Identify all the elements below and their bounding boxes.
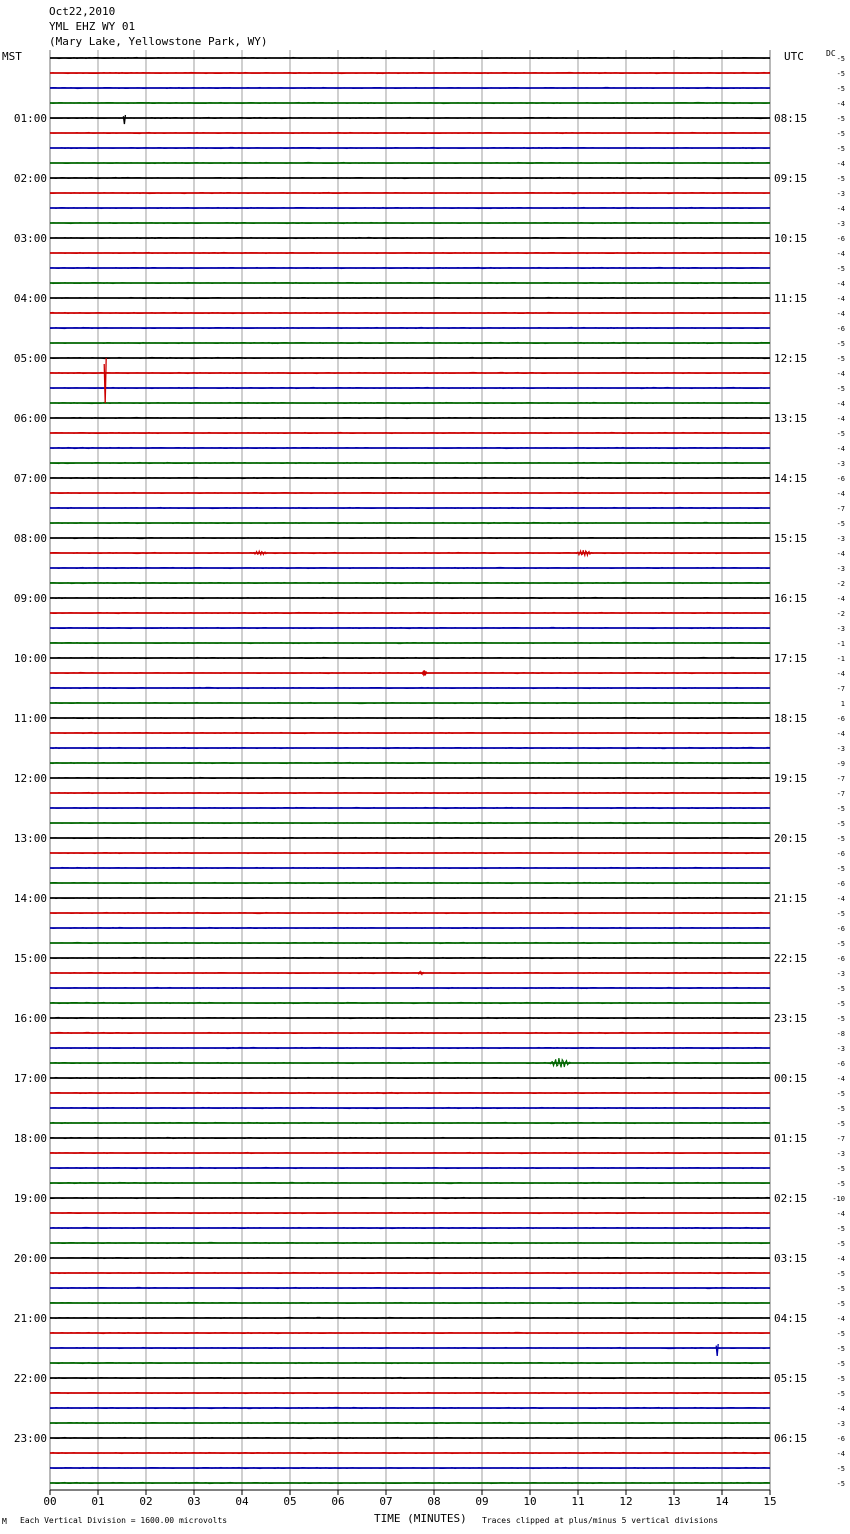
seismic-event: [716, 1344, 718, 1356]
x-tick-label: 10: [523, 1495, 537, 1508]
utc-hour-label: 23:15: [774, 1012, 808, 1025]
mst-hour-label: 19:00: [13, 1192, 47, 1205]
seismic-event: [422, 670, 427, 676]
station-location: (Mary Lake, Yellowstone Park, WY): [49, 35, 268, 48]
x-tick-label: 13: [667, 1495, 681, 1508]
dc-offset-label: -5: [836, 430, 845, 438]
mst-hour-label: 14:00: [13, 892, 47, 905]
dc-offset-label: -5: [836, 1225, 845, 1233]
dc-offset-label: -4: [836, 280, 845, 288]
dc-offset-label: -5: [836, 175, 845, 183]
dc-offset-label: -6: [836, 235, 845, 243]
utc-hour-label: 05:15: [774, 1372, 808, 1385]
dc-offset-label: -4: [836, 250, 845, 258]
x-tick-label: 04: [235, 1495, 249, 1508]
dc-offset-label: -3: [836, 1150, 845, 1158]
utc-hour-label: 04:15: [774, 1312, 808, 1325]
dc-offset-label: -5: [836, 1105, 845, 1113]
dc-offset-label: -5: [836, 355, 845, 363]
dc-offset-label: -4: [836, 310, 845, 318]
station-code: YML EHZ WY 01: [49, 20, 136, 33]
dc-offset-label: -3: [836, 1420, 845, 1428]
dc-offset-label: -6: [836, 925, 845, 933]
dc-offset-label: -5: [836, 265, 845, 273]
dc-offset-label: -7: [836, 1135, 845, 1143]
dc-offset-label: -5: [836, 55, 845, 63]
seismic-event: [417, 972, 424, 974]
dc-offset-label: -4: [836, 895, 845, 903]
utc-hour-label: 08:15: [774, 112, 808, 125]
dc-offset-label: -5: [836, 1015, 845, 1023]
dc-offset-label: -5: [836, 85, 845, 93]
mst-axis-label: MST: [2, 50, 22, 63]
dc-offset-label: -6: [836, 475, 845, 483]
dc-offset-label: -4: [836, 490, 845, 498]
dc-offset-label: -7: [836, 505, 845, 513]
mst-hour-label: 17:00: [13, 1072, 47, 1085]
utc-hour-label: 10:15: [774, 232, 808, 245]
dc-offset-label: -5: [836, 820, 845, 828]
dc-offset-label: -4: [836, 400, 845, 408]
dc-offset-label: -6: [836, 1435, 845, 1443]
mst-hour-label: 13:00: [13, 832, 47, 845]
utc-hour-label: 21:15: [774, 892, 808, 905]
dc-offset-label: -4: [836, 415, 845, 423]
dc-offset-label: -4: [836, 160, 845, 168]
mst-hour-label: 08:00: [13, 532, 47, 545]
x-tick-label: 05: [283, 1495, 297, 1508]
mst-hour-label: 06:00: [13, 412, 47, 425]
dc-offset-label: -5: [836, 1090, 845, 1098]
seismic-event: [549, 1058, 571, 1067]
x-tick-label: 00: [43, 1495, 57, 1508]
dc-offset-label: -5: [836, 385, 845, 393]
dc-offset-label: -5: [836, 940, 845, 948]
mst-hour-label: 12:00: [13, 772, 47, 785]
utc-hour-label: 17:15: [774, 652, 808, 665]
dc-offset-label: -5: [836, 520, 845, 528]
utc-hour-label: 20:15: [774, 832, 808, 845]
dc-offset-label: -4: [836, 1255, 845, 1263]
dc-offset-label: -4: [836, 730, 845, 738]
utc-hour-label: 09:15: [774, 172, 808, 185]
dc-offset-label: -3: [836, 565, 845, 573]
x-tick-label: 06: [331, 1495, 345, 1508]
utc-hour-label: 06:15: [774, 1432, 808, 1445]
utc-axis-label: UTC: [784, 50, 804, 63]
dc-offset-label: -5: [836, 1330, 845, 1338]
dc-offset-label: -6: [836, 850, 845, 858]
seismic-event: [123, 115, 125, 124]
dc-offset-label: -5: [836, 130, 845, 138]
dc-offset-label: -8: [836, 1030, 845, 1038]
dc-offset-label: -4: [836, 1210, 845, 1218]
dc-offset-label: -6: [836, 1060, 845, 1068]
dc-offset-label: -1: [836, 655, 845, 663]
dc-offset-label: -5: [836, 1345, 845, 1353]
mst-hour-label: 05:00: [13, 352, 47, 365]
dc-offset-label: -6: [836, 955, 845, 963]
dc-offset-label: -5: [836, 910, 845, 918]
dc-offset-label: -5: [836, 835, 845, 843]
mst-hour-label: 21:00: [13, 1312, 47, 1325]
mst-hour-label: 10:00: [13, 652, 47, 665]
dc-offset-label: -5: [836, 1480, 845, 1488]
mst-hour-label: 02:00: [13, 172, 47, 185]
mst-hour-label: 23:00: [13, 1432, 47, 1445]
mst-hour-label: 20:00: [13, 1252, 47, 1265]
dc-offset-label: -10: [832, 1195, 845, 1203]
dc-offset-label: -4: [836, 370, 845, 378]
dc-offset-label: -3: [836, 970, 845, 978]
dc-offset-label: -5: [836, 1000, 845, 1008]
dc-offset-label: -7: [836, 775, 845, 783]
dc-offset-label: -6: [836, 325, 845, 333]
dc-offset-label: -5: [836, 1285, 845, 1293]
dc-offset-label: -3: [836, 190, 845, 198]
dc-offset-label: -9: [836, 760, 845, 768]
dc-label: DC: [826, 49, 836, 58]
dc-offset-label: -4: [836, 205, 845, 213]
plot-date: Oct22,2010: [49, 5, 116, 18]
dc-offset-label: -4: [836, 595, 845, 603]
x-tick-label: 08: [427, 1495, 441, 1508]
x-tick-label: 07: [379, 1495, 393, 1508]
scale-note: Each Vertical Division = 1600.00 microvolts: [20, 1516, 228, 1525]
utc-hour-label: 11:15: [774, 292, 808, 305]
dc-offset-label: -3: [836, 460, 845, 468]
dc-offset-label: -7: [836, 685, 845, 693]
dc-offset-label: -4: [836, 1075, 845, 1083]
dc-offset-label: -5: [836, 1180, 845, 1188]
dc-offset-label: -4: [836, 100, 845, 108]
dc-offset-label: -5: [836, 1465, 845, 1473]
x-tick-label: 03: [187, 1495, 201, 1508]
dc-offset-label: -4: [836, 550, 845, 558]
utc-hour-label: 13:15: [774, 412, 808, 425]
dc-offset-label: -4: [836, 670, 845, 678]
x-tick-label: 14: [715, 1495, 729, 1508]
corner-mark: M: [2, 1517, 7, 1526]
dc-offset-label: -5: [836, 1240, 845, 1248]
mst-hour-label: 09:00: [13, 592, 47, 605]
x-tick-label: 12: [619, 1495, 633, 1508]
dc-offset-label: -2: [836, 610, 845, 618]
clip-note: Traces clipped at plus/minus 5 vertical divisions: [482, 1516, 719, 1525]
dc-offset-label: -6: [836, 880, 845, 888]
dc-offset-label: -3: [836, 1045, 845, 1053]
x-tick-label: 15: [763, 1495, 777, 1508]
mst-hour-label: 16:00: [13, 1012, 47, 1025]
utc-hour-label: 12:15: [774, 352, 808, 365]
utc-hour-label: 01:15: [774, 1132, 808, 1145]
x-tick-label: 01: [91, 1495, 105, 1508]
mst-hour-label: 01:00: [13, 112, 47, 125]
dc-offset-label: -5: [836, 340, 845, 348]
mst-hour-label: 15:00: [13, 952, 47, 965]
x-tick-label: 09: [475, 1495, 489, 1508]
dc-offset-label: -3: [836, 220, 845, 228]
x-tick-label: 11: [571, 1495, 585, 1508]
seismic-event: [104, 358, 106, 403]
mst-hour-label: 11:00: [13, 712, 47, 725]
dc-offset-label: -4: [836, 1450, 845, 1458]
mst-hour-label: 04:00: [13, 292, 47, 305]
dc-offset-label: -4: [836, 1405, 845, 1413]
dc-offset-label: -4: [836, 295, 845, 303]
dc-offset-label: -5: [836, 1300, 845, 1308]
utc-hour-label: 03:15: [774, 1252, 808, 1265]
utc-hour-label: 18:15: [774, 712, 808, 725]
dc-offset-label: -5: [836, 865, 845, 873]
utc-hour-label: 22:15: [774, 952, 808, 965]
dc-offset-label: -5: [836, 1120, 845, 1128]
dc-offset-label: 1: [840, 700, 845, 708]
dc-offset-label: -5: [836, 1390, 845, 1398]
dc-offset-label: -5: [836, 145, 845, 153]
utc-hour-label: 19:15: [774, 772, 808, 785]
dc-offset-label: -5: [836, 70, 845, 78]
dc-offset-label: -1: [836, 640, 845, 648]
dc-offset-label: -7: [836, 790, 845, 798]
utc-hour-label: 14:15: [774, 472, 808, 485]
mst-hour-label: 18:00: [13, 1132, 47, 1145]
dc-offset-label: -5: [836, 1270, 845, 1278]
utc-hour-label: 00:15: [774, 1072, 808, 1085]
dc-offset-label: -5: [836, 1375, 845, 1383]
dc-offset-label: -5: [836, 1165, 845, 1173]
dc-offset-label: -4: [836, 1315, 845, 1323]
mst-hour-label: 03:00: [13, 232, 47, 245]
dc-offset-label: -4: [836, 445, 845, 453]
mst-hour-label: 07:00: [13, 472, 47, 485]
dc-offset-label: -3: [836, 745, 845, 753]
dc-offset-label: -3: [836, 625, 845, 633]
x-tick-label: 02: [139, 1495, 153, 1508]
mst-hour-label: 22:00: [13, 1372, 47, 1385]
dc-offset-label: -5: [836, 115, 845, 123]
x-axis-title: TIME (MINUTES): [374, 1512, 467, 1525]
utc-hour-label: 16:15: [774, 592, 808, 605]
dc-offset-label: -5: [836, 805, 845, 813]
utc-hour-label: 02:15: [774, 1192, 808, 1205]
dc-offset-label: -2: [836, 580, 845, 588]
utc-hour-label: 15:15: [774, 532, 808, 545]
dc-offset-label: -6: [836, 715, 845, 723]
dc-offset-label: -5: [836, 1360, 845, 1368]
dc-offset-label: -3: [836, 535, 845, 543]
dc-offset-label: -5: [836, 985, 845, 993]
seismic-event: [252, 551, 269, 555]
